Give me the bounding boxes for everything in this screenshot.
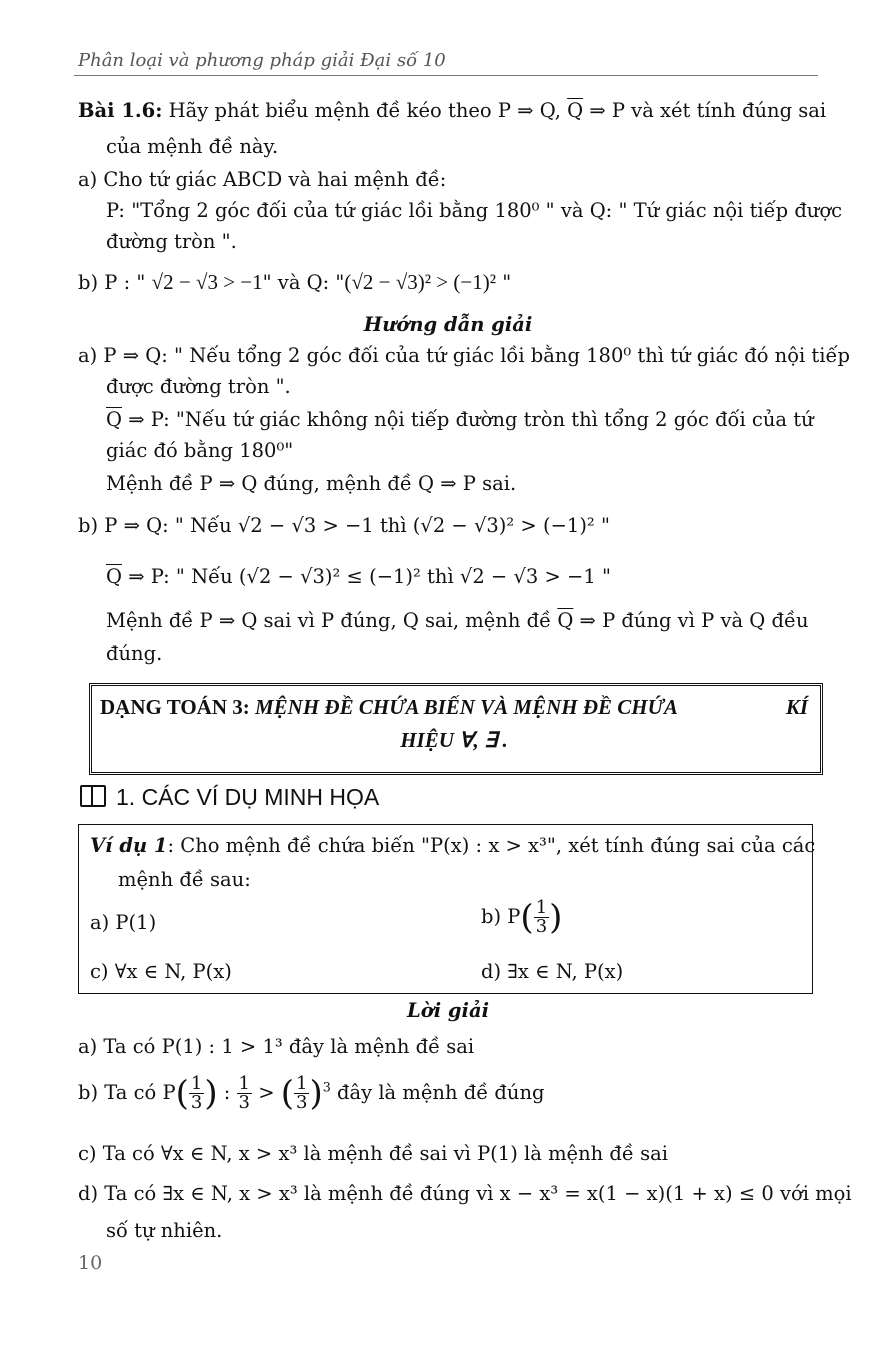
formula-q: (√2 − √3)² > (−1)² [344,270,497,294]
guide-b-line2: $\overline{Q}$ ⇒ P: " Nếu (√2 − √3)² ≤ (−1)² thì √2 − √3 > −1 " [106,565,611,588]
exercise-part-a-statement-cont: đường tròn ". [106,230,237,253]
solution-d-line1: d) Ta có ∃x ∈ N, x > x³ là mệnh đề đúng vì x − x³ = x(1 − x)(1 + x) ≤ 0 với mọi [78,1182,852,1205]
exercise-label: Bài 1.6: [78,99,163,122]
solution-c: c) Ta có ∀x ∈ N, x > x³ là mệnh đề sai vì P(1) là mệnh đề sai [78,1142,668,1165]
example-option-c: c) ∀x ∈ N, P(x) [90,960,232,983]
example-option-b: b) P( $\frac{1}{3}$ ) [481,897,563,938]
book-icon [80,785,106,807]
exercise-prompt-line2: của mệnh đề này. [106,135,279,158]
example-line2: mệnh đề sau: [118,868,251,891]
exercise-part-b: b) P : " √2 − √3 > −1" và Q: "(√2 − √3)² > (−1)² " [78,270,512,294]
exercise-part-a-statement: P: "Tổng 2 góc đối của tứ giác lồi bằng 180⁰ " và Q: " Tứ giác nội tiếp được [106,199,843,222]
example-option-a: a) P(1) [90,911,157,934]
example-line1: Ví dụ 1: Cho mệnh đề chứa biến "P(x) : x > x³", xét tính đúng sai của các [90,834,816,857]
q-bar: $\overline{Q}$ [567,99,584,122]
guide-b-conclusion-cont: đúng. [106,642,163,665]
guide-a-line3: $\overline{Q}$ ⇒ P: "Nếu tứ giác không nội tiếp đường tròn thì tổng 2 góc đối của tứ [106,408,814,431]
solution-a: a) Ta có P(1) : 1 > 1³ đây là mệnh đề sai [78,1035,475,1058]
exercise-part-a: a) Cho tứ giác ABCD và hai mệnh đề: [78,168,447,191]
exercise-prompt-line1: Bài 1.6: Hãy phát biểu mệnh đề kéo theo P ⇒ Q, $\overline{Q}$ ⇒ P và xét tính đúng sai [78,99,827,122]
section-heading: 1. CÁC VÍ DỤ MINH HỌA [80,784,379,811]
solution-title: Lời giải [407,999,489,1022]
guide-a-conclusion: Mệnh đề P ⇒ Q đúng, mệnh đề Q ⇒ P sai. [106,472,517,495]
header-rule [74,75,818,76]
topic-title: DẠNG TOÁN 3: MỆNH ĐỀ CHỨA BIẾN VÀ MỆNH ĐỀ CHỨA KÍ HIỆU ∀, ∃ . [100,695,808,752]
running-header: Phân loại và phương pháp giải Đại số 10 [78,50,446,71]
guide-a-line4: giác đó bằng 180⁰" [106,439,294,462]
guide-b-conclusion: Mệnh đề P ⇒ Q sai vì P đúng, Q sai, mệnh đề $\overline{Q}$ ⇒ P đúng vì P và Q đều [106,609,809,632]
guide-a-line1: a) P ⇒ Q: " Nếu tổng 2 góc đối của tứ giác lồi bằng 180⁰ thì tứ giác đó nội tiếp [78,344,850,367]
solution-b: b) Ta có P( $\frac{1}{3}$ ) : $\frac{1}{3}$ > ( $\frac{1}{3}$ )$^3$ đây là mệnh đề đúng [78,1073,545,1114]
formula-p: √2 − √3 > −1 [151,270,263,294]
page-number: 10 [78,1252,103,1274]
guide-b-line1: b) P ⇒ Q: " Nếu √2 − √3 > −1 thì (√2 − √3)² > (−1)² " [78,514,610,537]
guide-a-line2: được đường tròn ". [106,375,291,398]
guide-title: Hướng dẫn giải [363,313,533,336]
example-option-d: d) ∃x ∈ N, P(x) [481,960,624,983]
solution-d-line2: số tự nhiên. [106,1219,223,1242]
example-label: Ví dụ 1 [90,834,168,857]
